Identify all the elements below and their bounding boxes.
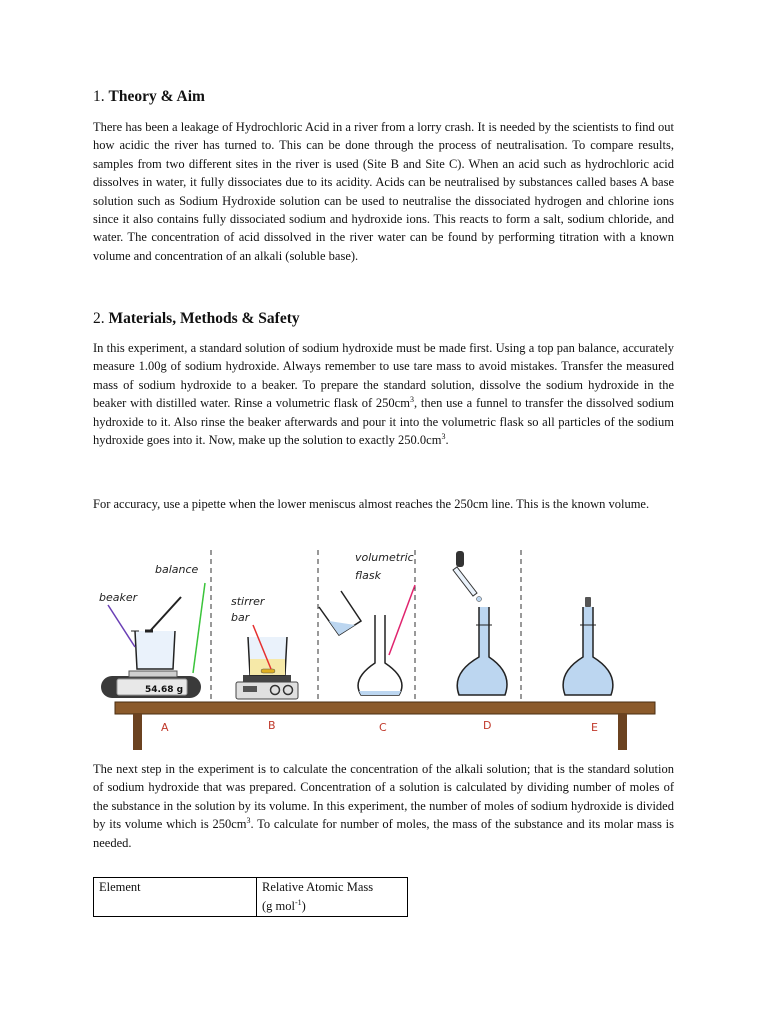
station-labels — [161, 719, 598, 734]
station-label: B — [268, 719, 276, 732]
section-2-heading — [93, 310, 300, 328]
station-label: A — [161, 721, 169, 734]
section-2-paragraph-1 — [93, 339, 674, 449]
magnetic-stirrer-icon — [236, 675, 298, 699]
spatula-icon — [151, 597, 181, 630]
balance-icon — [101, 671, 201, 698]
label-stirrer: stirrer — [231, 595, 265, 608]
station-label: C — [379, 721, 387, 734]
flask-pointer — [389, 585, 415, 655]
balance-pointer — [193, 583, 205, 673]
label-flask: flask — [355, 569, 381, 582]
p1-text-b: , then use a funnel to transfer the dissolved sodium hydroxide to it. Also rinse the beaker afterwards and pour it into the volumetric flask so all particles of the sodium hydroxide goes into it. Now, make up the solution to exactly 250.0cm — [93, 396, 674, 448]
element-table — [93, 877, 408, 917]
table-header-mass — [257, 878, 408, 917]
section-2-paragraph-3 — [93, 760, 674, 852]
p1-superscript-1: 3 — [409, 395, 414, 405]
p1-text-a: In this experiment, a standard solution of sodium hydroxide must be made first. Using a top pan balance, accurately measure 1.00g of sodium hydroxide. Always remember to use tare mass to avoid mistakes. Transfer the measured mass of sodium hydroxide to a beaker. To prepare the standard solution, dissolve the sodium hydroxide in the beaker with distilled water. Rinse a volumetric flask of 250cm — [93, 341, 674, 411]
section-2-title: Materials, Methods & Safety — [108, 310, 300, 327]
section-1-heading — [93, 88, 205, 106]
balance-reading: 54.68 g — [145, 685, 184, 695]
beaker-b-icon — [248, 637, 287, 675]
label-volumetric: volumetric — [355, 551, 414, 564]
station-label: D — [483, 719, 492, 732]
p3-text-b: . To calculate for number of moles, the mass of the substance and its molar mass is needed. — [93, 817, 674, 850]
header-mass-line-1: Relative Atomic Mass — [262, 880, 374, 894]
volumetric-flask-e-icon — [563, 597, 613, 695]
beaker-a-icon — [131, 631, 175, 669]
section-1-number: 1. — [93, 88, 105, 105]
p1-text-c: . — [445, 433, 449, 448]
pouring-beaker-icon — [319, 591, 361, 635]
p3-superscript: 3 — [246, 816, 251, 826]
station-label: E — [591, 721, 598, 734]
p1-superscript-2: 3 — [441, 431, 446, 441]
label-balance: balance — [155, 563, 199, 576]
section-2-paragraph-2: For accuracy, use a pipette when the lower meniscus almost reaches the 250cm line. This is the known volume. — [93, 497, 650, 511]
label-beaker: beaker — [99, 591, 138, 604]
header-mass-unit: (g mol — [262, 899, 295, 914]
p3-text-a: The next step in the experiment is to calculate the concentration of the alkali solution; that is the standard solution of sodium hydroxide that was prepared. Concentration of a solution is calculated by dividing number of moles of the substance in the solution by its volume. In this experiment, the number of moles of sodium hydroxide is divided by its volume which is 250cm — [93, 762, 674, 832]
section-1-paragraph: There has been a leakage of Hydrochloric Acid in a river from a lorry crash. It is needed by the scientists to find out how acidic the river has turned to. This can be done through the process of neutralisation. To compare results, samples from two different sites in the river is used (Site B and Site C). When an acid such as hydrochloric acid dissolves in water, it fully dissociates due to its acidity. Acids can be neutralised by substances called bases A base solution such as Sodium Hydroxide solution can be used to neutralise the dissociated hydrogen and chlorine ions since it also contains fully dissociated sodium and hydroxide ions. This reacts to form a salt, sodium chloride, and water. The concentration of acid dissolved in the river water can be found by performing titration with a known volume and concentration of an alkali (soluble base). — [93, 120, 674, 263]
header-mass-close: ) — [301, 899, 306, 914]
volumetric-flask-d-icon — [457, 607, 507, 695]
table-row — [94, 878, 408, 917]
dropper-icon — [453, 551, 482, 602]
section-2-number: 2. — [93, 310, 105, 327]
section-1-title: Theory & Aim — [108, 88, 205, 105]
apparatus-figure — [93, 545, 673, 755]
beaker-pointer — [108, 605, 135, 647]
header-mass-sup: -1 — [294, 898, 302, 907]
label-bar: bar — [231, 611, 250, 624]
volumetric-flask-c-icon — [358, 615, 402, 695]
table-header-element: Element — [94, 878, 257, 917]
